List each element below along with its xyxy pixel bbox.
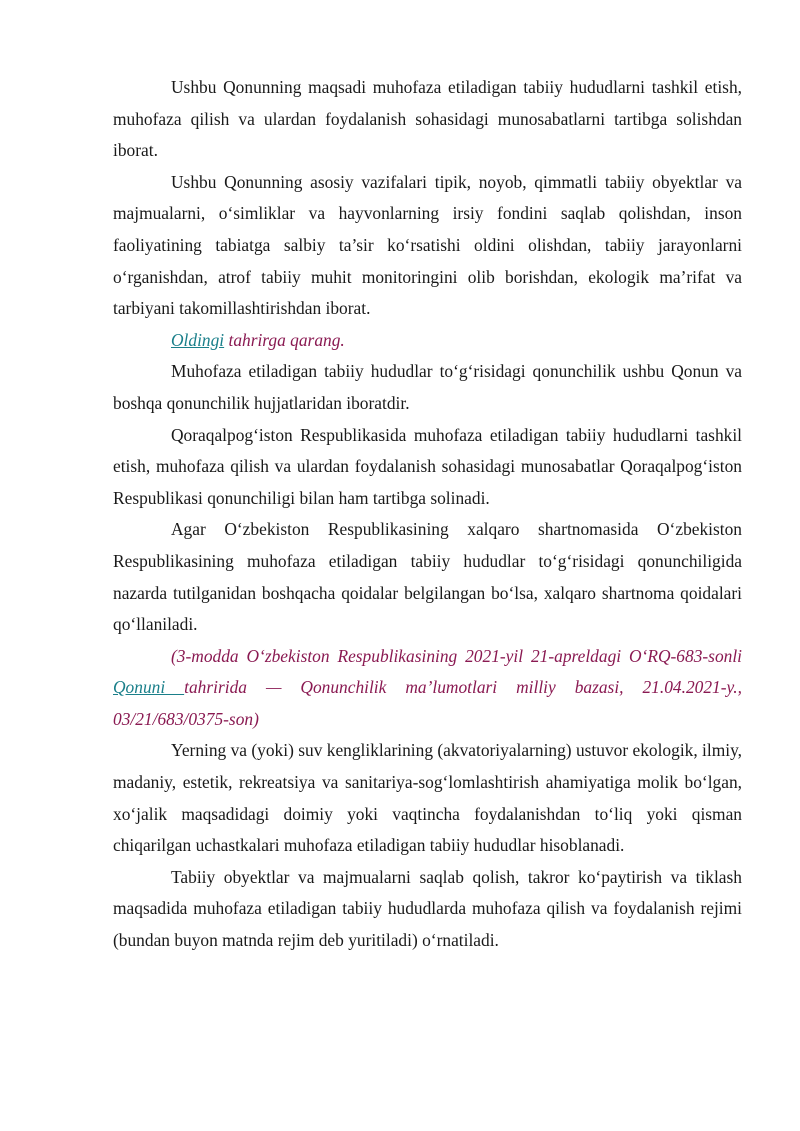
- law-link[interactable]: Qonuni: [113, 677, 185, 698]
- paragraph-definition: Yerning va (yoki) suv kengliklarining (akvatoriyalarning) ustuvor ekologik, ilmiy, madaniy, estetik, rekreatsiya va sanitariya-sog‘lomlashtirish ahamiyatiga molik bo‘lgan, xo‘jalik maqsadidagi doimiy yoki vaqtincha foydalanishdan to‘liq yoki qisman chiqarilgan uchastkalari muhofaza etiladigan tabiiy hududlar hisoblanadi.: [113, 740, 742, 856]
- paragraph-karakalpakstan: Qoraqalpog‘iston Respublikasida muhofaza etiladigan tabiiy hududlarni tashkil etish, muhofaza qilish va ulardan foydalanish sohasidagi munosabatlar Qoraqalpog‘iston Respublikasi qonunchiligi bilan ham tartibga solinadi.: [113, 424, 742, 508]
- amendment-note: [113, 641, 742, 736]
- previous-edition-note: [113, 325, 742, 357]
- amendment-text-after: tahririda — Qonunchilik ma’lumotlari milliy bazasi, 21.04.2021-y., 03/21/683/0375-son): [113, 677, 742, 729]
- paragraph-purpose: Ushbu Qonunning maqsadi muhofaza etiladigan tabiiy hududlarni tashkil etish, muhofaza qilish va ulardan foydalanish sohasidagi munosabatlarni tartibga solishdan iborat.: [113, 77, 742, 161]
- amendment-text-before: (3-modda O‘zbekiston Respublikasining 2021-yil 21-apreldagi O‘RQ-683-sonli: [171, 645, 742, 666]
- paragraph-international: Agar O‘zbekiston Respublikasining xalqaro shartnomasida O‘zbekiston Respublikasining muhofaza etiladigan tabiiy hududlar to‘g‘risidagi qonunchiligida nazarda tutilganidan boshqacha qoidalar belgilangan bo‘lsa, xalqaro shartnoma qoidalari qo‘llaniladi.: [113, 519, 742, 635]
- paragraph-legislation: Muhofaza etiladigan tabiiy hududlar to‘g‘risidagi qonunchilik ushbu Qonun va boshqa qonunchilik hujjatlaridan iboratdir.: [113, 361, 742, 413]
- previous-edition-link[interactable]: Oldingi: [171, 329, 225, 350]
- paragraph-regime: Tabiiy obyektlar va majmualarni saqlab qolish, takror ko‘paytirish va tiklash maqsadida muhofaza etiladigan tabiiy hududlarda muhofaza qilish va foydalanish rejimi (bundan buyon matnda rejim deb yuritiladi) o‘rnatiladi.: [113, 866, 742, 951]
- paragraph-tasks: Ushbu Qonunning asosiy vazifalari tipik, noyob, qimmatli tabiiy obyektlar va majmualarni, o‘simliklar va hayvonlarning irsiy fondini saqlab qolishdan, inson faoliyatining tabiatga salbiy ta’sir ko‘rsatishi oldini olishdan, tabiiy jarayonlarni o‘rganishdan, atrof tabiiy muhit monitoringini olib borishdan, ekologik ma’rifat va tarbiyani takomillashtirishdan iborat.: [113, 171, 742, 319]
- previous-edition-text: tahrirga qarang.: [224, 329, 345, 350]
